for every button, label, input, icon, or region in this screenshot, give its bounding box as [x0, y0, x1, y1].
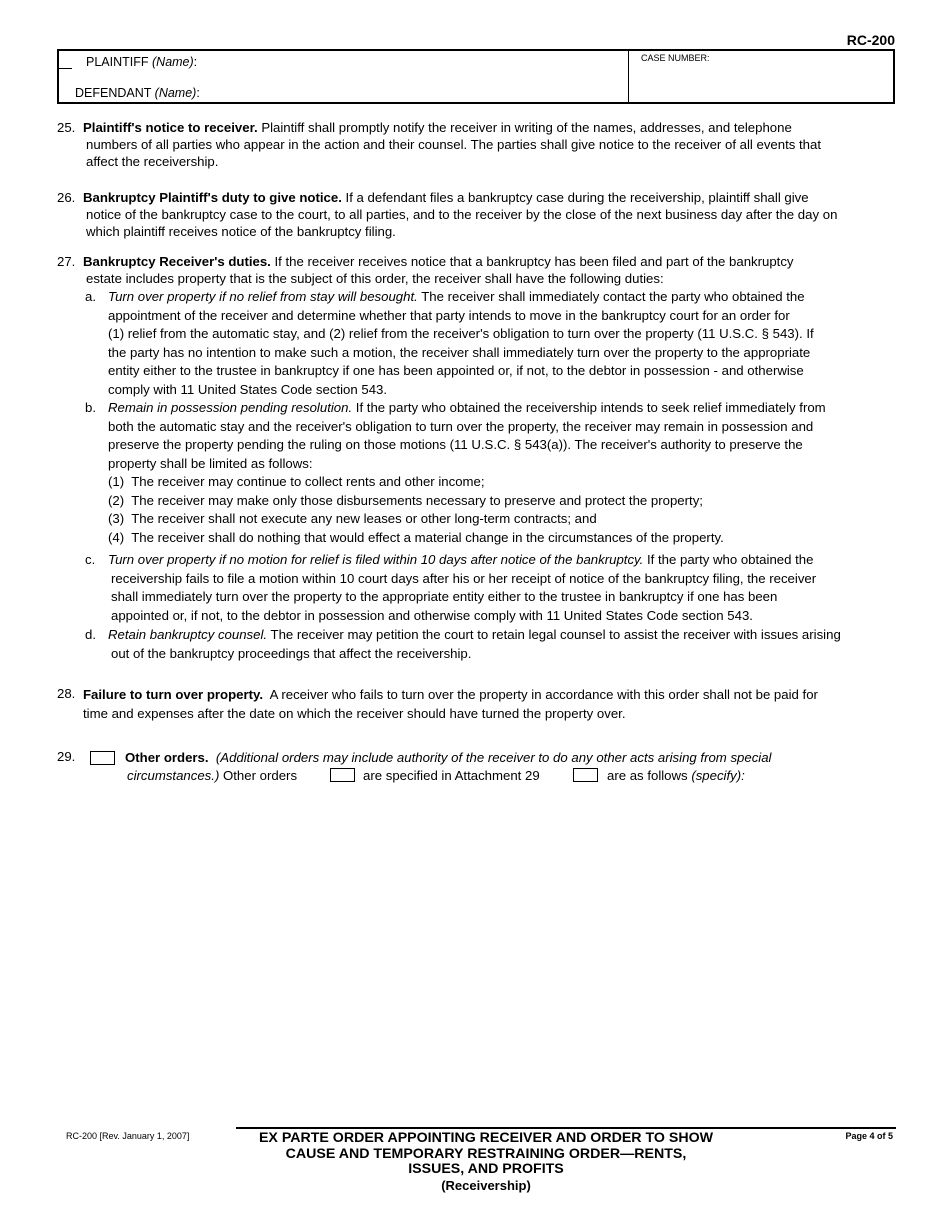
specify-hint: (specify):	[691, 768, 745, 783]
page-number: Page 4 of 5	[845, 1131, 893, 1141]
item-text	[125, 749, 772, 766]
item-heading: Failure to turn over property.	[83, 687, 264, 702]
text-line: A receiver who fails to turn over the property in accordance with this order shall not be paid for	[269, 687, 818, 702]
subitem-title: Turn over property if no relief from stay will besought.	[108, 289, 418, 304]
text-line: If the party who obtained the receivership intends to seek relief immediately from	[355, 400, 826, 415]
subitem-letter: d.	[85, 627, 96, 642]
defendant-label: DEFENDANT	[75, 86, 152, 100]
plaintiff-field[interactable]	[86, 55, 197, 69]
case-number-label: CASE NUMBER:	[641, 53, 710, 63]
footer-rule	[236, 1127, 896, 1129]
caption-divider	[628, 51, 629, 104]
text-line: property shall be limited as follows:	[108, 455, 313, 471]
item-number: 28.	[57, 686, 76, 701]
defendant-hint: (Name)	[154, 86, 197, 100]
text-line: Other orders	[223, 768, 298, 783]
subitem-letter: c.	[85, 552, 96, 567]
defendant-field[interactable]	[75, 86, 200, 100]
list-item	[108, 492, 890, 511]
text-line: If the party who obtained the	[647, 552, 814, 567]
subitem-letter: a.	[85, 289, 96, 304]
subitem-27b	[108, 399, 890, 547]
footer-title-line: EX PARTE ORDER APPOINTING RECEIVER AND ORDER TO SHOW	[258, 1130, 714, 1146]
case-number-field[interactable]	[641, 53, 710, 63]
option-as-follows-label	[607, 767, 745, 784]
subitem-title: Retain bankruptcy counsel.	[108, 627, 268, 642]
subitem-27a	[108, 288, 890, 399]
option-attachment-label: are specified in Attachment 29	[363, 768, 540, 783]
text-line: circumstances.)	[127, 768, 220, 783]
caption-tick	[59, 68, 72, 69]
text-line: which plaintiff receives notice of the bankruptcy filing.	[86, 224, 396, 239]
item-number: 26.	[57, 190, 76, 205]
text-line: (Additional orders may include authority of the receiver to do any other acts arising from special	[215, 750, 772, 765]
attachment-29-checkbox[interactable]	[330, 768, 355, 782]
other-orders-checkbox[interactable]	[90, 751, 115, 765]
item-number: 27.	[57, 254, 76, 269]
text-line: preserve the property pending the ruling on those motions (11 U.S.C. § 543(a)). The receiver's authority to preserve the	[108, 437, 803, 452]
text-line: numbers of all parties who appear in the action and their counsel. The parties shall give notice to the receiver of all events that	[86, 137, 822, 152]
plaintiff-colon: :	[193, 55, 198, 69]
list-item	[108, 473, 890, 492]
text-line: receivership fails to file a motion within 10 court days after his or her receipt of notice of the bankruptcy filing, the receiver	[111, 570, 817, 586]
subitem-letter: b.	[85, 400, 96, 415]
text-line: Plaintiff shall promptly notify the receiver in writing of the names, addresses, and telephone	[261, 120, 792, 135]
item-text	[83, 119, 883, 170]
list-number: (1)	[108, 474, 125, 489]
list-number: (2)	[108, 492, 125, 508]
text-line: estate includes property that is the subject of this order, the receiver shall have the following duties:	[86, 271, 664, 286]
list-text: The receiver may make only those disbursements necessary to preserve and protect the property;	[131, 492, 703, 508]
footer-subtitle: (Receivership)	[441, 1177, 531, 1193]
text-line: appointed or, if not, to the debtor in possession and otherwise comply with 11 United States Code section 543.	[111, 607, 753, 623]
text-line: are as follows	[607, 768, 688, 783]
plaintiff-hint: (Name)	[152, 55, 194, 69]
defendant-colon: :	[196, 86, 200, 100]
footer-title	[236, 1131, 736, 1193]
footer-title-line: ISSUES, AND PROFITS	[408, 1161, 564, 1177]
text-line: time and expenses after the date on which the receiver should have turned the property over.	[83, 706, 626, 721]
list-number: (3)	[108, 511, 125, 526]
text-line: comply with 11 United States Code section 543.	[108, 381, 388, 397]
footer-revision: RC-200 [Rev. January 1, 2007]	[66, 1131, 190, 1141]
item-heading: Plaintiff's notice to receiver.	[83, 120, 258, 135]
text-line: notice of the bankruptcy case to the court, to all parties, and to the receiver by the close of the next business day after the day on	[86, 207, 838, 222]
text-line: entity either to the trustee in bankruptcy if one has been appointed or, if not, to the debtor in possession - and otherwise	[108, 363, 804, 378]
caption-box	[57, 49, 895, 104]
text-line: The receiver may petition the court to retain legal counsel to assist the receiver with issues arising	[270, 627, 841, 642]
list-text: The receiver shall not execute any new leases or other long-term contracts; and	[131, 511, 597, 526]
text-line: shall immediately turn over the property to the appropriate entity either to the trustee in bankruptcy if one has been	[111, 589, 778, 604]
text-line: affect the receivership.	[86, 154, 219, 169]
list-text: The receiver may continue to collect rents and other income;	[131, 474, 485, 489]
text-line: If a defendant files a bankruptcy case during the receivership, plaintiff shall give	[345, 190, 809, 205]
subitem-27c	[108, 551, 890, 625]
subitem-27d	[108, 626, 890, 663]
text-line: both the automatic stay and the receiver's obligation to turn over the property, the receiver may remain in possession and	[108, 418, 814, 434]
text-line: appointment of the receiver and determine whether that party intends to move in the bankruptcy court for an order for	[108, 307, 790, 323]
item-heading: Bankruptcy Plaintiff's duty to give notice.	[83, 190, 342, 205]
text-line: If the receiver receives notice that a bankruptcy has been filed and part of the bankruptcy	[274, 254, 794, 269]
plaintiff-label: PLAINTIFF	[86, 55, 149, 69]
item-text	[83, 253, 883, 287]
text-line: the party has no intention to make such a motion, the receiver shall immediately turn over the property to the appropriate	[108, 344, 811, 360]
list-item	[108, 529, 890, 548]
as-follows-checkbox[interactable]	[573, 768, 598, 782]
list-number: (4)	[108, 529, 125, 545]
item-text	[83, 685, 883, 723]
footer-title-line: CAUSE AND TEMPORARY RESTRAINING ORDER—RENTS,	[285, 1145, 687, 1162]
item-text	[83, 189, 893, 240]
list-text: The receiver shall do nothing that would effect a material change in the circumstances of the property.	[131, 529, 724, 545]
subitem-title: Turn over property if no motion for relief is filed within 10 days after notice of the bankruptcy.	[108, 552, 644, 567]
form-id: RC-200	[846, 32, 895, 48]
text-line: out of the bankruptcy proceedings that affect the receivership.	[111, 645, 472, 661]
item-text-line2	[127, 767, 297, 784]
list-item	[108, 510, 890, 529]
text-line: (1) relief from the automatic stay, and (2) relief from the receiver's obligation to turn over the property (11 U.S.C. § 543). If	[108, 326, 814, 341]
subitem-title: Remain in possession pending resolution.	[108, 400, 353, 415]
item-heading: Bankruptcy Receiver's duties.	[83, 254, 271, 269]
item-heading: Other orders.	[125, 750, 209, 765]
item-number: 29.	[57, 749, 76, 764]
text-line: The receiver shall immediately contact the party who obtained the	[421, 289, 805, 304]
item-number: 25.	[57, 120, 76, 135]
